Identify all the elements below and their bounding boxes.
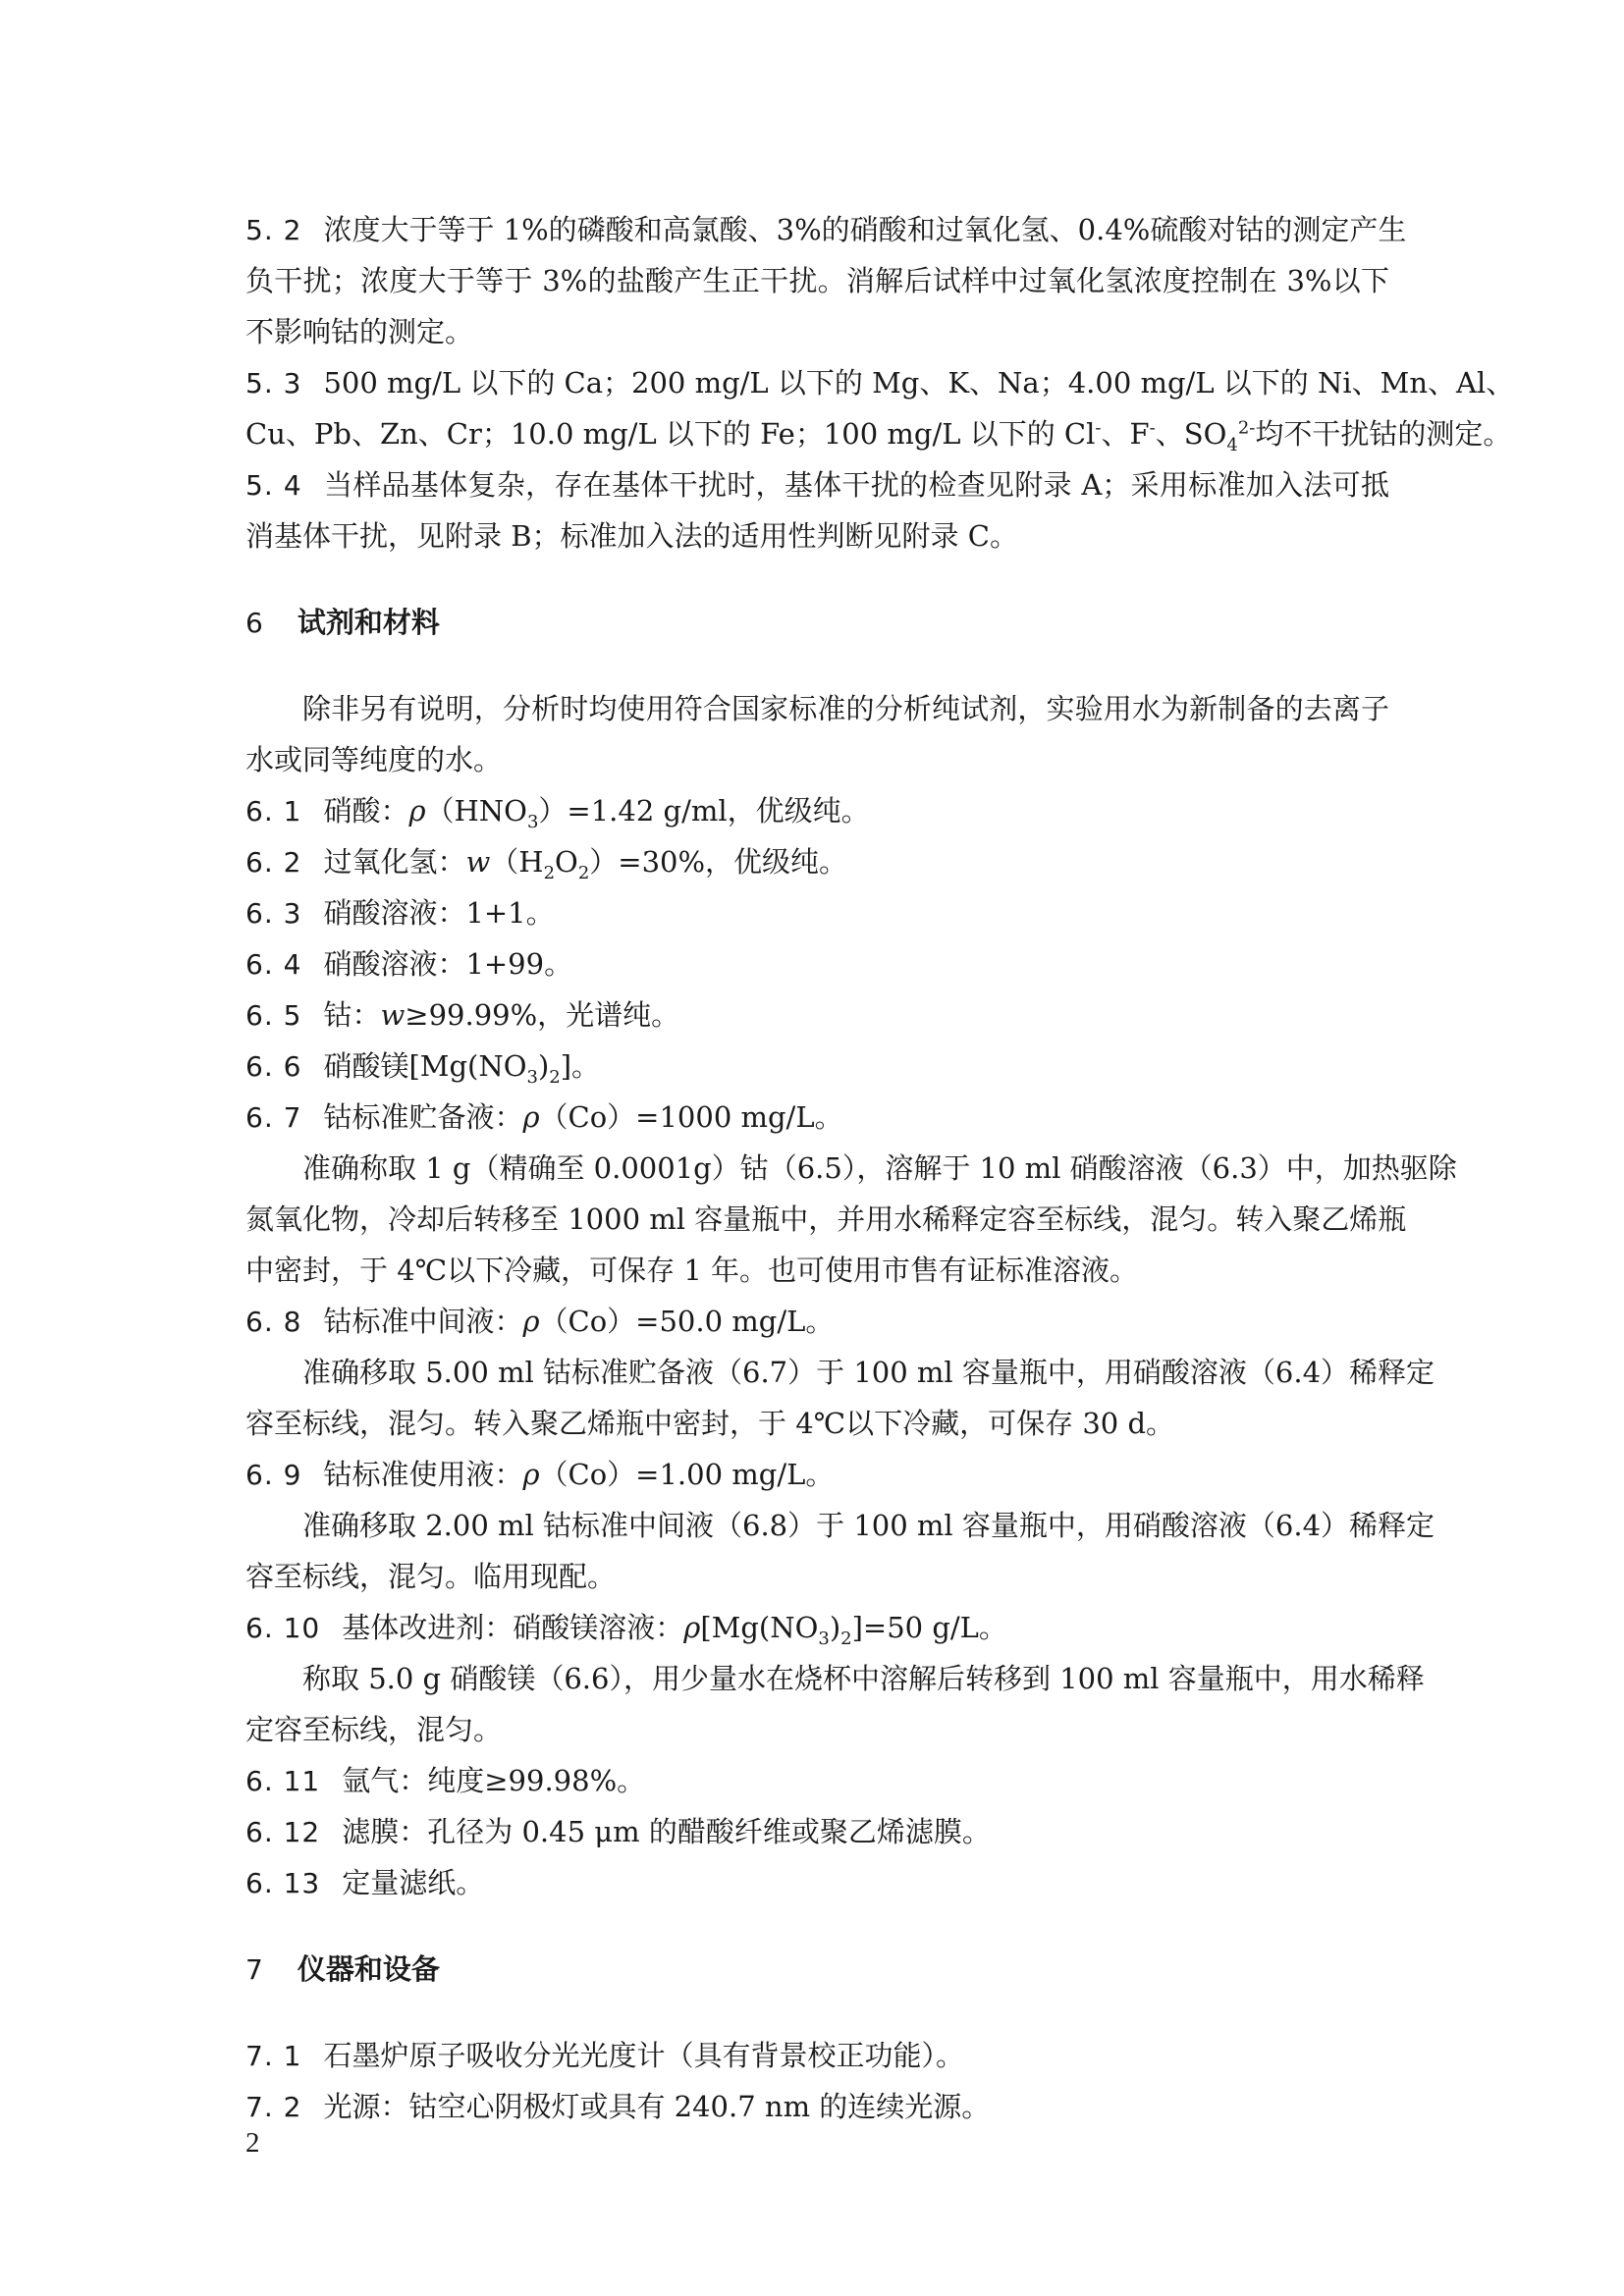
clause-6-13: 6. 13 定量滤纸。 <box>245 1866 485 1899</box>
section-6-intro-line-1: 除非另有说明，分析时均使用符合国家标准的分析纯试剂，实验用水为新制备的去离子 <box>302 692 1389 725</box>
clause-6-6: 6. 6 硝酸镁$[Mg(NO_3)_2]$。 <box>245 1049 601 1088</box>
clause-7-2: 7. 2 光源：钴空心阴极灯或具有 240.7 nm 的连续光源。 <box>245 2090 991 2123</box>
section-6-intro-line-2: 水或同等纯度的水。 <box>245 743 503 776</box>
clause-6-2: 6. 2 过氧化氢：$w(H_2O_2)=30\%$，优级纯。 <box>245 845 848 883</box>
clause-5-4-line-2: 消基体干扰，见附录 B；标准加入法的适用性判断见附录 C。 <box>245 519 1018 553</box>
clause-6-5: 6. 5 钴：w≥99.99%，光谱纯。 <box>245 998 680 1032</box>
clause-6-10-para-line-2: 定容至标线，混匀。 <box>245 1713 503 1746</box>
clause-6-9: 6. 9 钴标准使用液：ρ（Co）=1.00 mg/L。 <box>245 1458 835 1491</box>
clause-6-9-para-line-1: 准确移取 2.00 ml 钴标准中间液（6.8）于 100 ml 容量瓶中，用硝酸溶液（6.4）稀释定 <box>302 1509 1435 1542</box>
clause-5-3-line-2: Cu、Pb、Zn、Cr；10.0 mg/L 以下的 Fe；100 mg/L 以下的 Cl-、F-、$SO_4^{2-}$均不干扰钴的测定。 <box>245 417 1512 455</box>
clause-6-10: 6. 10 基体改进剂：硝酸镁溶液：$\rho[Mg(NO_3)_2]=50$ g/L。 <box>245 1611 1007 1649</box>
clause-6-4: 6. 4 硝酸溶液：1+99。 <box>245 947 573 981</box>
page-number: 2 <box>245 2127 260 2159</box>
clause-6-7-para-line-2: 氮氧化物，冷却后转移至 1000 ml 容量瓶中，并用水稀释定容至标线，混匀。转入聚乙烯瓶 <box>245 1202 1407 1236</box>
clause-6-8-para-line-2: 容至标线，混匀。转入聚乙烯瓶中密封，于 4℃以下冷藏，可保存 30 d。 <box>245 1407 1175 1440</box>
clause-6-3: 6. 3 硝酸溶液：1+1。 <box>245 896 555 930</box>
clause-5-2-line-3: 不影响钴的测定。 <box>245 315 474 348</box>
clause-5-2-line-1: 5. 2 浓度大于等于 1%的磷酸和高氯酸、3%的硝酸和过氧化氢、0.4%硫酸对钴的测定产生 <box>245 213 1407 246</box>
section-heading-6: 6 试剂和材料 <box>245 606 440 639</box>
clause-5-2-line-2: 负干扰；浓度大于等于 3%的盐酸产生正干扰。消解后试样中过氧化氢浓度控制在 3%以下 <box>245 264 1389 297</box>
clause-5-3-line-1: 5. 3 500 mg/L 以下的 Ca；200 mg/L 以下的 Mg、K、Na；4.00 mg/L 以下的 Ni、Mn、Al、 <box>245 366 1515 400</box>
clause-6-11: 6. 11 氩气：纯度≥99.98%。 <box>245 1764 646 1797</box>
clause-6-7-para-line-3: 中密封，于 4℃以下冷藏，可保存 1 年。也可使用市售有证标准溶液。 <box>245 1254 1138 1287</box>
clause-number: 5. 2 <box>245 214 302 246</box>
clause-7-1: 7. 1 石墨炉原子吸收分光光度计（具有背景校正功能）。 <box>245 2039 964 2072</box>
clause-6-10-para-line-1: 称取 5.0 g 硝酸镁（6.6），用少量水在烧杯中溶解后转移到 100 ml 容量瓶中，用水稀释 <box>302 1662 1425 1695</box>
clause-6-1: 6. 1 硝酸：$\rho(HNO_3)=1.42$ g/ml，优级纯。 <box>245 794 870 832</box>
clause-5-4-line-1: 5. 4 当样品基体复杂，存在基体干扰时，基体干扰的检查见附录 A；采用标准加入法可抵 <box>245 468 1389 502</box>
clause-6-9-para-line-2: 容至标线，混匀。临用现配。 <box>245 1560 617 1593</box>
clause-6-7: 6. 7 钴标准贮备液：ρ（Co）=1000 mg/L。 <box>245 1100 843 1134</box>
clause-6-12: 6. 12 滤膜：孔径为 0.45 μm 的醋酸纤维或聚乙烯滤膜。 <box>245 1815 991 1848</box>
clause-6-8-para-line-1: 准确移取 5.00 ml 钴标准贮备液（6.7）于 100 ml 容量瓶中，用硝酸溶液（6.4）稀释定 <box>302 1356 1435 1389</box>
clause-6-7-para-line-1: 准确称取 1 g（精确至 0.0001g）钴（6.5），溶解于 10 ml 硝酸溶液（6.3）中，加热驱除 <box>302 1151 1457 1185</box>
clause-number: 5. 4 <box>245 469 302 502</box>
clause-6-8: 6. 8 钴标准中间液：ρ（Co）=50.0 mg/L。 <box>245 1305 835 1338</box>
clause-number: 5. 3 <box>245 367 302 400</box>
section-heading-7: 7 仪器和设备 <box>245 1952 440 1986</box>
